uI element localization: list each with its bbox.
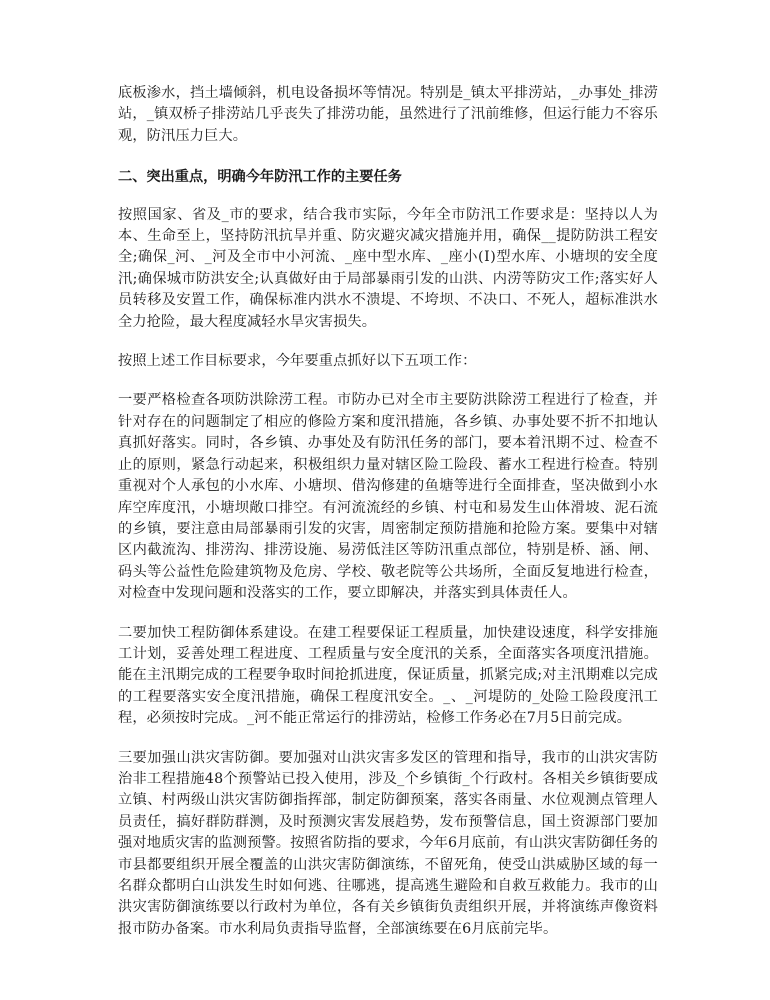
paragraph-task-1: 一要严格检查各项防洪除涝工程。市防办已对全市主要防洪除涝工程进行了检查，并针对存在的问题制定了相应的修险方案和度汛措施，各乡镇、办事处要不折不扣地认真抓好落实。同时，各乡镇、办事处及有防汛任务的部门，要本着汛期不过、检查不止的原则，紧急行动起来，积极组织力量对辖区险工险段、蓄水工程进行检查。特别重视对个人承包的小水库、小塘坝、借沟修建的鱼塘等进行全面排查，坚决做到小水库空库度汛，小塘坝敞口排空。有河流流经的乡镇、村屯和易发生山体滑坡、泥石流的乡镇，要注意由局部暴雨引发的灾害，周密制定预防措施和抢险方案。要集中对辖区内截流沟、排涝沟、排涝设施、易涝低洼区等防汛重点部位，特别是桥、涵、闸、码头等公益性危险建筑物及危房、学校、敬老院等公共场所，全面反复地进行检查，对检查中发现问题和没落实的工作，要立即解决，并落实到具体责任人。 [118, 392, 658, 602]
document-page [118, 83, 658, 958]
paragraph-requirements: 按照国家、省及_市的要求，结合我市实际，今年全市防汛工作要求是：坚持以人为本、生命至上，坚持防汛抗旱并重、防灾避灾减灾措施并用，确保__提防防洪工程安全;确保_河、_河及全市中小河流、_座中型水库、_座小(Ⅰ)型水库、小塘坝的安全度汛;确保城市防洪安全;认真做好由于局部暴雨引发的山洪、内涝等防灾工作;落实好人员转移及安置工作，确保标准内洪水不溃堤、不垮坝、不决口、不死人，超标准洪水全力抢险，最大程度减轻水旱灾害损失。 [118, 206, 658, 330]
paragraph-task-3: 三要加强山洪灾害防御。要加强对山洪灾害多发区的管理和指导，我市的山洪灾害防治非工程措施48个预警站已投入使用，涉及_个乡镇街_个行政村。各相关乡镇街要成立镇、村两级山洪灾害防御指挥部，制定防御预案，落实各雨量、水位观测点管理人员责任，搞好群防群测，及时预测灾害发展趋势，发布预警信息，国土资源部门要加强对地质灾害的监测预警。按照省防指的要求，今年6月底前，有山洪灾害防御任务的市县都要组织开展全覆盖的山洪灾害防御演练，不留死角，使受山洪威胁区域的每一名群众都明白山洪发生时如何逃、往哪逃，提高逃生避险和自救互救能力。我市的山洪灾害防御演练要以行政村为单位，各有关乡镇街负责组织开展，并将演练声像资料报市防办备案。市水利局负责指导监督，全部演练要在6月底前完毕。 [118, 749, 658, 937]
paragraph-tasks-intro: 按照上述工作目标要求，今年要重点抓好以下五项工作： [118, 353, 477, 370]
paragraph-intro: 底板渗水，挡土墙倾斜，机电设备损坏等情况。特别是_镇太平排涝站，_办事处_排涝站，_镇双桥子排涝站几乎丧失了排涝功能，虽然进行了汛前维修，但运行能力不容乐观，防汛压力巨大。 [118, 85, 658, 144]
paragraph-task-2: 二要加快工程防御体系建设。在建工程要保证工程质量，加快建设速度，科学安排施工计划，妥善处理工程进度、工程质量与安全度汛的关系，全面落实各项度汛措施。能在主汛期完成的工程要争取时间抢抓进度，保证质量，抓紧完成;对主汛期难以完成的工程要落实安全度汛措施，确保工程度汛安全。_、_河堤防的_处险工险段度汛工程，必须按时完成。_河不能正常运行的排涝站，检修工作务必在7月5日前完成。 [118, 624, 658, 727]
section-heading: 二、突出重点，明确今年防汛工作的主要任务 [118, 169, 402, 186]
